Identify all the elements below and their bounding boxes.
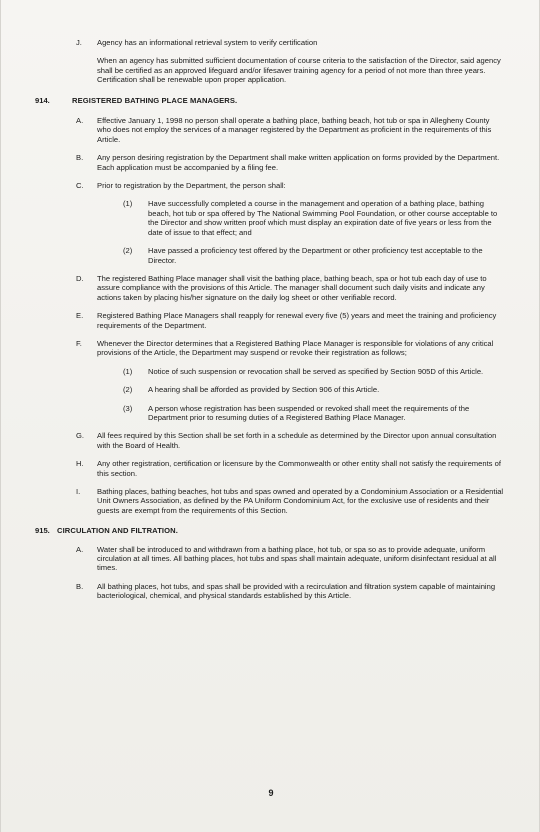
subitem-914-c-2 [35,246,505,265]
item-text: Effective January 1, 1998 no person shall operate a bathing place, bathing beach, hot tub or spa in Allegheny County who does not employ the services of a manager registered by the Department as proficient in the requirements of this Article. [97,116,492,144]
item-label: D. [76,273,84,283]
item-label: I. [76,487,81,496]
item-text: Prior to registration by the Department, the person shall: [97,181,286,191]
item-914-b [35,153,505,172]
subitem-914-f-3 [35,404,505,423]
section-number: 915. [35,526,50,536]
subitem-label: (3) [123,403,133,413]
item-label: G. [76,431,85,441]
item-914-a [35,116,505,144]
item-label: B. [76,581,84,591]
item-915-b [35,582,505,601]
item-text: The registered Bathing Place manager shall visit the bathing place, bathing beach, spa or hot tub each day of use to assure compliance with the provisions of this Article. The manager shall document such daily visits and indicate any actions taken by placing his/her signature on the daily log sheet or other verifiable record. [97,273,487,302]
page-content [35,38,505,601]
section-915-heading [35,526,505,535]
subitem-label: (2) [123,385,133,395]
section-number: 914. [35,95,50,105]
item-text: Agency has an informational retrieval system to verify certification [97,38,318,47]
item-914-i [35,487,505,515]
item-label: C. [76,181,84,191]
item-914-g [35,431,505,450]
subitem-text: Have successfully completed a course in the management and operation of a bathing place, bathing beach, hot tub or spa offered by The National Swimming Pool Foundation, or other course acceptable to the Director and show written proof which must display an expiration date of five years or less from the date of issue to that effect; and [148,199,498,237]
item-914-d [35,274,505,302]
section-title: REGISTERED BATHING PLACE MANAGERS. [72,95,238,105]
subitem-914-f-2 [35,385,505,394]
item-914-c [35,181,505,190]
subitem-text: Notice of such suspension or revocation shall be served as specified by Section 905D of this Article. [148,366,484,376]
section-914-heading [35,96,505,105]
page-number: 9 [268,788,274,798]
item-914-e [35,311,505,330]
subitem-label: (1) [123,199,133,209]
subitem-914-f-1 [35,367,505,376]
certification-paragraph: When an agency has submitted sufficient documentation of course criteria to the satisfaction of the Director, said agency shall be certified as an approved lifeguard and/or lifesaver training agency for a period of not more than three years. Certification shall be renewable upon proper application. [97,56,501,85]
item-914-f [35,339,505,358]
item-label: A. [76,116,84,126]
item-j [35,38,505,47]
item-text: Bathing places, bathing beaches, hot tubs and spas owned and operated by a Condominium Association or a Residential Unit Owners Association, as defined by the PA Uniform Condominium Act, for the exclusive use of residents and their guests are exempt from the requirements of this Section. [97,487,504,515]
item-text: Registered Bathing Place Managers shall reapply for renewal every five (5) years and meet the training and proficiency requirements of the Department. [97,311,497,330]
subitem-914-c-1 [35,199,505,237]
subitem-text: A person whose registration has been suspended or revoked shall meet the requirements of the Department prior to resuming duties of a Registered Bathing Place Manager. [148,403,470,422]
subitem-text: A hearing shall be afforded as provided by Section 906 of this Article. [148,385,380,395]
item-text: All fees required by this Section shall be set forth in a schedule as determined by the Director upon annual consultation with the Board of Health. [97,431,497,450]
subitem-label: (2) [123,246,133,256]
item-915-a [35,545,505,573]
item-text: All bathing places, hot tubs, and spas shall be provided with a recirculation and filtration system capable of maintaining bacteriological, chemical, and physical standards established by this Article. [97,581,496,601]
item-text: Any other registration, certification or licensure by the Commonwealth or other entity shall not satisfy the requirements of this section. [97,459,501,478]
item-text: Water shall be introduced to and withdrawn from a bathing place, hot tub, or spa so as to provide adequate, uniform circulation at all times. All bathing places, hot tubs and spas shall maintain adequate, uniform disinfectant residual at all times. [97,544,497,573]
item-label: F. [76,338,82,348]
item-label: J. [76,38,82,47]
item-label: B. [76,153,84,163]
item-text: Whenever the Director determines that a Registered Bathing Place Manager is responsible for violations of any critical provisions of the Article, the Department may suspend or revoke their registration as follows; [97,338,494,358]
item-label: H. [76,459,84,469]
item-label: A. [76,544,84,554]
section-title: CIRCULATION AND FILTRATION. [57,526,178,536]
subitem-label: (1) [123,366,133,376]
subitem-text: Have passed a proficiency test offered by the Department or other proficiency test acceptable to the Director. [148,246,483,265]
item-914-h [35,459,505,478]
item-text: Any person desiring registration by the Department shall make written application on forms provided by the Department. Each application must be accompanied by a filing fee. [97,153,500,172]
item-label: E. [76,311,84,321]
